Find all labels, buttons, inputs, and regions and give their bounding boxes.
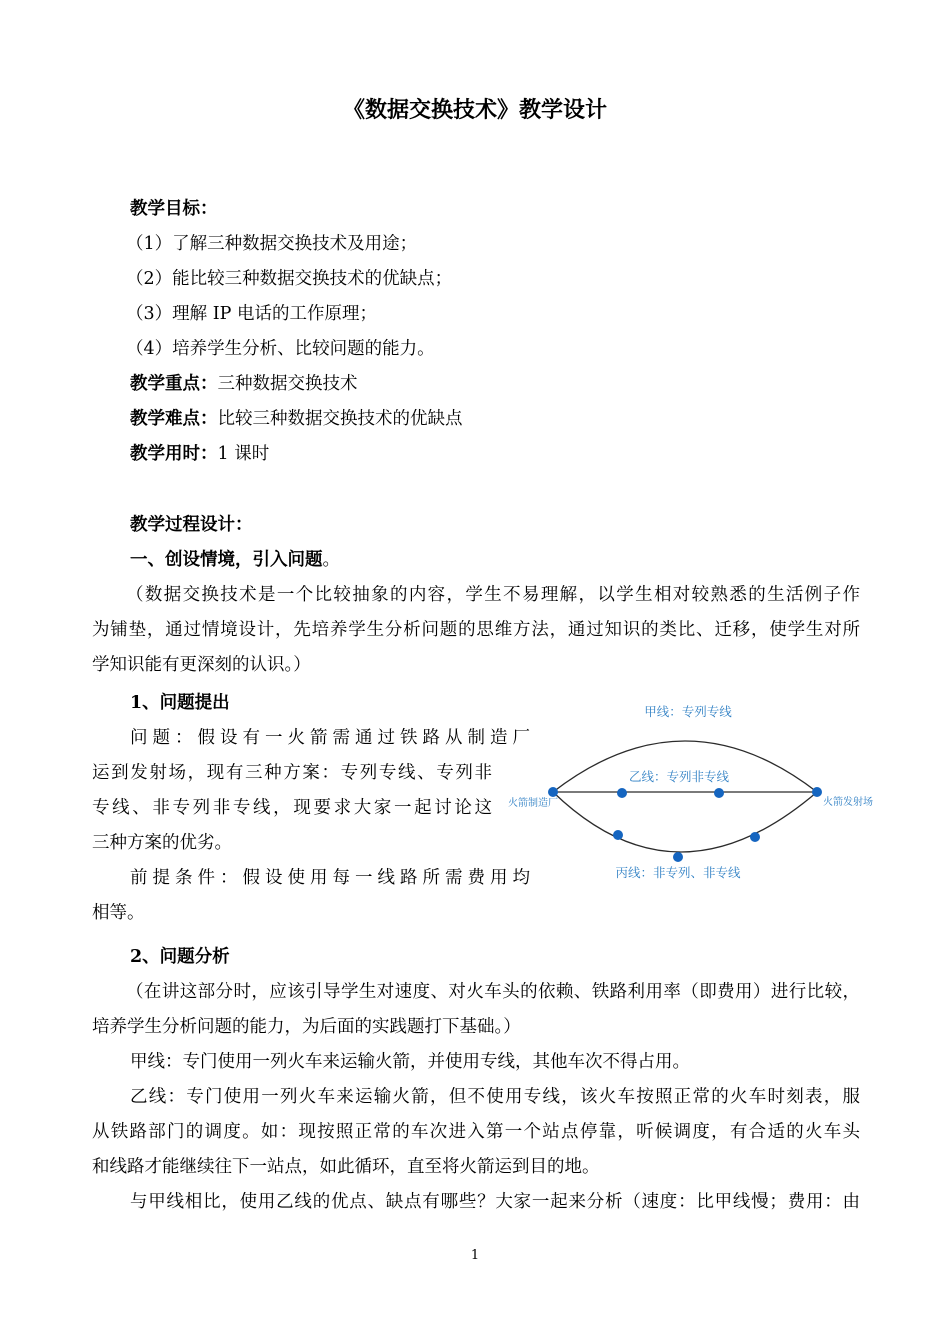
q2-note-line-2: 培养学生分析问题的能力，为后面的实践题打下基础。）: [92, 1017, 521, 1037]
route-b-line-2: 从铁路部门的调度。如：现按照正常的车次进入第一个站点停靠，听候调度，有合适的火车头: [92, 1122, 860, 1142]
key-point-label: 教学重点：: [130, 374, 218, 394]
route-a-description: 甲线：专门使用一列火车来运输火箭，并使用专线，其他车次不得占用。: [130, 1052, 690, 1072]
railway-route-diagram: [505, 695, 885, 885]
duration-text: 1 课时: [217, 444, 270, 464]
route-b-station-1: [617, 788, 627, 798]
route-b-label: 乙线：专列非专线: [628, 769, 730, 784]
start-node: [548, 787, 558, 797]
section1-note-line-3: 学知识能有更深刻的认识。）: [92, 655, 311, 675]
q1-problem-line-1: 问题：假设有一火箭需通过铁路从制造厂: [130, 728, 530, 748]
key-point-text: 三种数据交换技术: [217, 374, 358, 394]
objectives-section: [92, 192, 860, 472]
end-node: [812, 787, 822, 797]
objective-item-2: （2）能比较三种数据交换技术的优缺点；: [126, 269, 453, 289]
q1-premise-line-2: 相等。: [92, 903, 145, 923]
q2-note-line-1: （在讲这部分时，应该引导学生对速度、对火车头的依赖、铁路利用率（即费用）进行比较，: [126, 982, 860, 1002]
difficulty-text: 比较三种数据交换技术的优缺点: [217, 409, 463, 429]
section1-note-line-2: 为铺垫，通过情境设计，先培养学生分析问题的思维方法，通过知识的类比、迁移，使学生对所: [92, 620, 860, 640]
q2-heading: 2、问题分析: [130, 947, 230, 967]
route-c-label: 丙线：非专列、非专线: [615, 865, 741, 880]
objective-item-1: （1）了解三种数据交换技术及用途；: [126, 234, 418, 254]
q1-premise-line-1: 前提条件：假设使用每一线路所需费用均: [130, 868, 530, 888]
route-b-station-2: [714, 788, 724, 798]
key-point-line: [92, 367, 860, 402]
difficulty-line: [92, 402, 860, 437]
objectives-heading: 教学目标：: [130, 199, 218, 219]
route-c-line: [553, 792, 817, 852]
duration-line: [92, 437, 860, 472]
q1-problem-line-4: 三种方案的优劣。: [92, 833, 232, 853]
route-c-station-1: [613, 830, 623, 840]
q1-problem-line-2: 运到发射场，现有三种方案：专列专线、专列非: [92, 763, 492, 783]
route-c-station-3: [750, 832, 760, 842]
objective-item-3: （3）理解 IP 电话的工作原理；: [126, 304, 377, 324]
route-b-line-3: 和线路才能继续往下一站点，如此循环，直至将火箭运到目的地。: [92, 1157, 600, 1177]
difficulty-label: 教学难点：: [130, 409, 218, 429]
process-section: [92, 508, 860, 683]
section1-heading-suffix: 。: [322, 550, 340, 570]
q1-problem-line-3: 专线、非专列非专线，现要求大家一起讨论这: [92, 798, 492, 818]
route-a-label: 甲线：专列专线: [644, 704, 732, 719]
start-label: 火箭制造厂: [508, 798, 558, 809]
section1-heading: 一、创设情境，引入问题: [130, 550, 323, 570]
end-label: 火箭发射场: [823, 797, 873, 808]
process-heading: 教学过程设计：: [130, 515, 253, 535]
objective-item-4: （4）培养学生分析、比较问题的能力。: [126, 339, 435, 359]
section1-heading-line: [92, 543, 860, 578]
route-c-station-2: [673, 852, 683, 862]
q2-section: [92, 940, 860, 1220]
compare-line: 与甲线相比，使用乙线的优点、缺点有哪些？大家一起来分析（速度：比甲线慢；费用：由: [130, 1192, 860, 1212]
section1-note-line-1: （数据交换技术是一个比较抽象的内容，学生不易理解，以学生相对较熟悉的生活例子作: [126, 585, 860, 605]
route-a-line: [553, 741, 817, 792]
route-b-line-1: 乙线：专门使用一列火车来运输火箭，但不使用专线，该火车按照正常的火车时刻表，服: [130, 1087, 860, 1107]
duration-label: 教学用时：: [130, 444, 218, 464]
q1-heading: 1、问题提出: [130, 693, 230, 713]
page-number: 1: [470, 1248, 480, 1263]
document-title: 《数据交换技术》教学设计: [342, 97, 607, 123]
